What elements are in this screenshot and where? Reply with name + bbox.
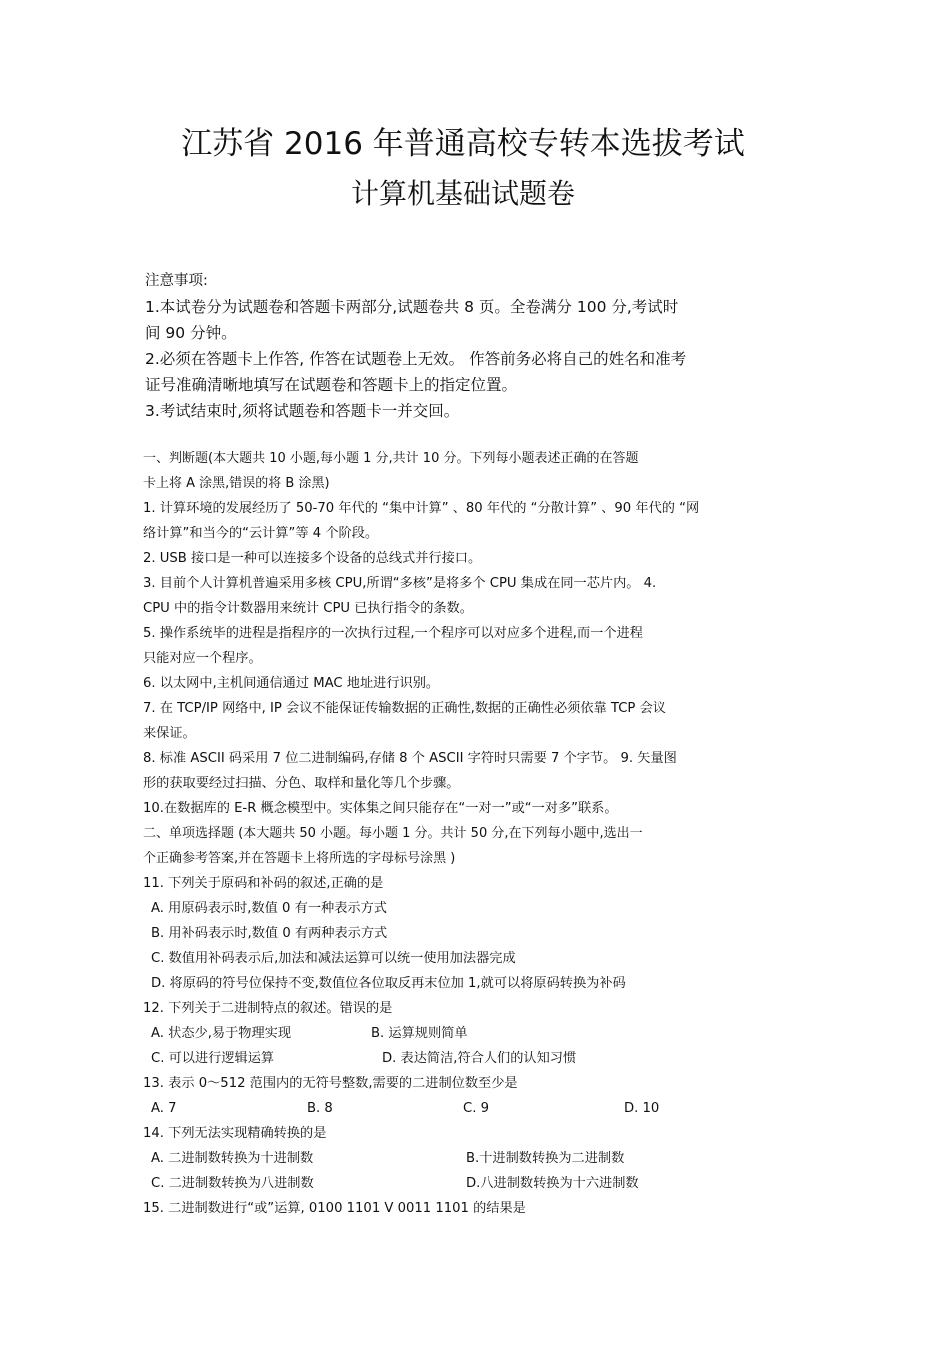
- question-14-option-a: A. 二进制数转换为十进制数: [151, 1151, 314, 1166]
- question-12-options-ab: [143, 1021, 803, 1046]
- exam-notes: [145, 268, 795, 424]
- note-1-line-2: 间 90 分钟。: [145, 324, 237, 342]
- question-10: 10.在数据库的 E-R 概念模型中。实体集之间只能存在“一对一”或“一对多”联系。: [143, 801, 618, 816]
- question-3-cont: CPU 中的指令计数器用来统计 CPU 已执行指令的条数。: [143, 601, 473, 616]
- question-11-option-b: B. 用补码表示时,数值 0 有两种表示方式: [151, 926, 388, 941]
- exam-title: 江苏省 2016 年普通高校专转本选拔考试: [181, 126, 745, 162]
- question-13-options: [143, 1096, 803, 1121]
- question-14-option-d: D.八进制数转换为十六进制数: [466, 1176, 639, 1191]
- note-2-line-1: 2.必须在答题卡上作答, 作答在试题卷上无效。 作答前务必将自己的姓名和准考: [145, 350, 687, 368]
- question-12-option-c: C. 可以进行逻辑运算: [151, 1051, 275, 1066]
- question-13-option-b: B. 8: [307, 1101, 333, 1116]
- question-6: 6. 以太网中,主机间通信通过 MAC 地址进行识别。: [143, 676, 440, 691]
- question-8: 8. 标准 ASCII 码采用 7 位二进制编码,存储 8 个 ASCII 字符时只需要 7 个字节。 9. 矢量图: [143, 751, 677, 766]
- question-14-options-cd: [143, 1171, 803, 1196]
- question-13-option-d: D. 10: [624, 1101, 660, 1116]
- note-3: 3.考试结束时,须将试题卷和答题卡一并交回。: [145, 402, 460, 420]
- question-7-cont: 来保证。: [143, 726, 196, 741]
- question-13-option-a: A. 7: [151, 1101, 177, 1116]
- question-2: 2. USB 接口是一种可以连接多个设备的总线式并行接口。: [143, 551, 482, 566]
- section-1-heading: 一、判断题(本大题共 10 小题,每小题 1 分,共计 10 分。下列每小题表述正确的在答题: [143, 451, 639, 466]
- question-14-option-c: C. 二进制数转换为八进制数: [151, 1176, 314, 1191]
- question-11: 11. 下列关于原码和补码的叙述,正确的是: [143, 876, 384, 891]
- question-3: 3. 目前个人计算机普遍采用多核 CPU,所谓“多核”是将多个 CPU 集成在同一芯片内。 4.: [143, 576, 657, 591]
- note-1-line-1: 1.本试卷分为试题卷和答题卡两部分,试题卷共 8 页。全卷满分 100 分,考试时: [145, 298, 679, 316]
- question-12-option-a: A. 状态少,易于物理实现: [151, 1026, 292, 1041]
- question-15: 15. 二进制数进行“或”运算, 0100 1101 V 0011 1101 的结果是: [143, 1201, 526, 1216]
- section-1-heading-cont: 卡上将 A 涂黑,错误的将 B 涂黑): [143, 476, 330, 491]
- question-13: 13. 表示 0～512 范围内的无符号整数,需要的二进制位数至少是: [143, 1076, 518, 1091]
- question-5: 5. 操作系统毕的进程是指程序的一次执行过程,一个程序可以对应多个进程,而一个进程: [143, 626, 643, 641]
- question-5-cont: 只能对应一个程序。: [143, 651, 262, 666]
- notes-label: 注意事项:: [145, 273, 208, 289]
- question-1: 1. 计算环境的发展经历了 50-70 年代的 “集中计算” 、80 年代的 “分散计算” 、90 年代的 “网: [143, 501, 700, 516]
- question-8-cont: 形的获取要经过扫描、分色、取样和量化等几个步骤。: [143, 776, 460, 791]
- question-12-option-b: B. 运算规则简单: [371, 1026, 468, 1041]
- question-11-option-a: A. 用原码表示时,数值 0 有一种表示方式: [151, 901, 387, 916]
- question-13-option-c: C. 9: [463, 1101, 489, 1116]
- question-14-option-b: B.十进制数转换为二进制数: [466, 1151, 625, 1166]
- question-14-options-ab: [143, 1146, 803, 1171]
- question-14: 14. 下列无法实现精确转换的是: [143, 1126, 327, 1141]
- question-12: 12. 下列关于二进制特点的叙述。错误的是: [143, 1001, 393, 1016]
- exam-subtitle: 计算机基础试题卷: [350, 177, 575, 210]
- question-11-option-c: C. 数值用补码表示后,加法和减法运算可以统一使用加法器完成: [151, 951, 516, 966]
- section-2-heading-cont: 个正确参考答案,并在答题卡上将所选的字母标号涂黑 ): [143, 851, 456, 866]
- question-12-options-cd: [143, 1046, 803, 1071]
- question-11-option-d: D. 将原码的符号位保持不变,数值位各位取反再末位加 1,就可以将原码转换为补码: [151, 976, 626, 991]
- question-body: [143, 446, 803, 1221]
- note-2-line-2: 证号准确清晰地填写在试题卷和答题卡上的指定位置。: [145, 376, 518, 394]
- section-2-heading: 二、单项选择题 (本大题共 50 小题。每小题 1 分。共计 50 分,在下列每小题中,选出一: [143, 826, 643, 841]
- question-12-option-d: D. 表达简洁,符合人们的认知习惯: [382, 1051, 577, 1066]
- question-7: 7. 在 TCP/IP 网络中, IP 会议不能保证传输数据的正确性,数据的正确性必须依靠 TCP 会议: [143, 701, 666, 716]
- question-1-cont: 络计算”和当今的“云计算”等 4 个阶段。: [143, 526, 379, 541]
